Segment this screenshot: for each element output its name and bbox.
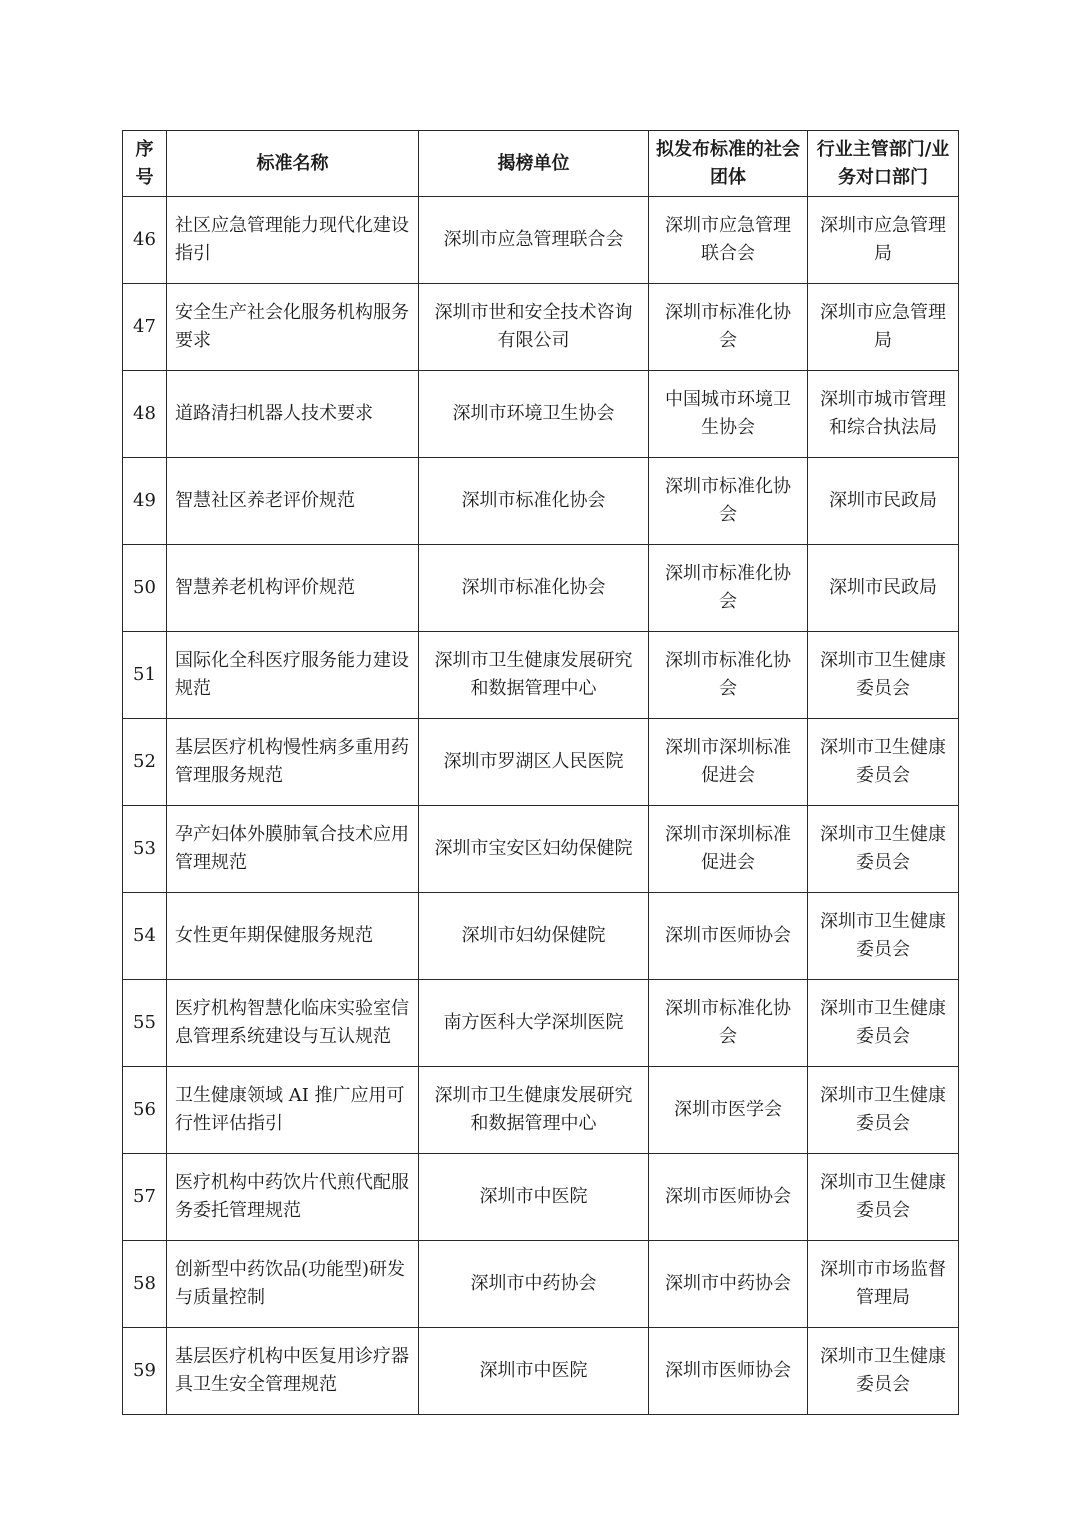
cell-dept: 深圳市民政局	[808, 545, 959, 632]
cell-no: 54	[123, 893, 167, 980]
cell-standard-name: 基层医疗机构慢性病多重用药管理服务规范	[167, 719, 419, 806]
cell-unit: 南方医科大学深圳医院	[419, 980, 649, 1067]
cell-unit: 深圳市标准化协会	[419, 458, 649, 545]
cell-dept: 深圳市应急管理局	[808, 284, 959, 371]
cell-standard-name: 孕产妇体外膜肺氧合技术应用管理规范	[167, 806, 419, 893]
cell-unit: 深圳市中医院	[419, 1328, 649, 1415]
table-row	[123, 893, 959, 980]
cell-standard-name: 智慧养老机构评价规范	[167, 545, 419, 632]
cell-unit: 深圳市世和安全技术咨询有限公司	[419, 284, 649, 371]
cell-org: 深圳市应急管理联合会	[649, 197, 808, 284]
cell-org: 深圳市标准化协会	[649, 284, 808, 371]
cell-dept: 深圳市卫生健康委员会	[808, 980, 959, 1067]
cell-no: 57	[123, 1154, 167, 1241]
cell-unit: 深圳市应急管理联合会	[419, 197, 649, 284]
cell-org: 深圳市标准化协会	[649, 545, 808, 632]
cell-org: 深圳市深圳标准促进会	[649, 719, 808, 806]
cell-standard-name: 卫生健康领域 AI 推广应用可行性评估指引	[167, 1067, 419, 1154]
cell-no: 49	[123, 458, 167, 545]
table-row	[123, 197, 959, 284]
cell-no: 50	[123, 545, 167, 632]
cell-standard-name: 安全生产社会化服务机构服务要求	[167, 284, 419, 371]
cell-no: 59	[123, 1328, 167, 1415]
table-row	[123, 371, 959, 458]
cell-standard-name: 智慧社区养老评价规范	[167, 458, 419, 545]
table-row	[123, 719, 959, 806]
cell-dept: 深圳市市场监督管理局	[808, 1241, 959, 1328]
cell-unit: 深圳市妇幼保健院	[419, 893, 649, 980]
cell-standard-name: 国际化全科医疗服务能力建设规范	[167, 632, 419, 719]
table-row	[123, 980, 959, 1067]
cell-unit: 深圳市宝安区妇幼保健院	[419, 806, 649, 893]
cell-org: 深圳市医师协会	[649, 1328, 808, 1415]
standards-table	[122, 130, 959, 1415]
cell-no: 51	[123, 632, 167, 719]
table-row	[123, 458, 959, 545]
table-row	[123, 1067, 959, 1154]
table-row	[123, 1328, 959, 1415]
cell-no: 46	[123, 197, 167, 284]
cell-unit: 深圳市中医院	[419, 1154, 649, 1241]
cell-standard-name: 医疗机构智慧化临床实验室信息管理系统建设与互认规范	[167, 980, 419, 1067]
cell-dept: 深圳市城市管理和综合执法局	[808, 371, 959, 458]
cell-unit: 深圳市中药协会	[419, 1241, 649, 1328]
cell-no: 56	[123, 1067, 167, 1154]
cell-unit: 深圳市卫生健康发展研究和数据管理中心	[419, 1067, 649, 1154]
cell-org: 深圳市医师协会	[649, 893, 808, 980]
cell-org: 深圳市标准化协会	[649, 632, 808, 719]
cell-standard-name: 女性更年期保健服务规范	[167, 893, 419, 980]
cell-org: 中国城市环境卫生协会	[649, 371, 808, 458]
cell-org: 深圳市深圳标准促进会	[649, 806, 808, 893]
cell-no: 53	[123, 806, 167, 893]
header-standard-name: 标准名称	[167, 131, 419, 197]
cell-dept: 深圳市卫生健康委员会	[808, 719, 959, 806]
header-no: 序号	[123, 131, 167, 197]
table-header-row	[123, 131, 959, 197]
cell-unit: 深圳市环境卫生协会	[419, 371, 649, 458]
cell-org: 深圳市中药协会	[649, 1241, 808, 1328]
cell-unit: 深圳市标准化协会	[419, 545, 649, 632]
cell-standard-name: 基层医疗机构中医复用诊疗器具卫生安全管理规范	[167, 1328, 419, 1415]
cell-no: 55	[123, 980, 167, 1067]
cell-dept: 深圳市民政局	[808, 458, 959, 545]
cell-no: 48	[123, 371, 167, 458]
header-dept: 行业主管部门/业务对口部门	[808, 131, 959, 197]
cell-standard-name: 医疗机构中药饮片代煎代配服务委托管理规范	[167, 1154, 419, 1241]
cell-unit: 深圳市罗湖区人民医院	[419, 719, 649, 806]
table-row	[123, 632, 959, 719]
cell-org: 深圳市标准化协会	[649, 980, 808, 1067]
table-row	[123, 1154, 959, 1241]
table-row	[123, 806, 959, 893]
cell-standard-name: 道路清扫机器人技术要求	[167, 371, 419, 458]
cell-standard-name: 创新型中药饮品(功能型)研发与质量控制	[167, 1241, 419, 1328]
cell-unit: 深圳市卫生健康发展研究和数据管理中心	[419, 632, 649, 719]
cell-dept: 深圳市卫生健康委员会	[808, 1067, 959, 1154]
table-row	[123, 1241, 959, 1328]
cell-no: 58	[123, 1241, 167, 1328]
cell-standard-name: 社区应急管理能力现代化建设指引	[167, 197, 419, 284]
header-org: 拟发布标准的社会团体	[649, 131, 808, 197]
table-row	[123, 545, 959, 632]
cell-no: 47	[123, 284, 167, 371]
cell-dept: 深圳市卫生健康委员会	[808, 806, 959, 893]
header-unit: 揭榜单位	[419, 131, 649, 197]
cell-org: 深圳市医师协会	[649, 1154, 808, 1241]
cell-dept: 深圳市应急管理局	[808, 197, 959, 284]
cell-org: 深圳市医学会	[649, 1067, 808, 1154]
cell-dept: 深圳市卫生健康委员会	[808, 893, 959, 980]
cell-no: 52	[123, 719, 167, 806]
table-row	[123, 284, 959, 371]
cell-dept: 深圳市卫生健康委员会	[808, 1154, 959, 1241]
cell-org: 深圳市标准化协会	[649, 458, 808, 545]
cell-dept: 深圳市卫生健康委员会	[808, 1328, 959, 1415]
cell-dept: 深圳市卫生健康委员会	[808, 632, 959, 719]
